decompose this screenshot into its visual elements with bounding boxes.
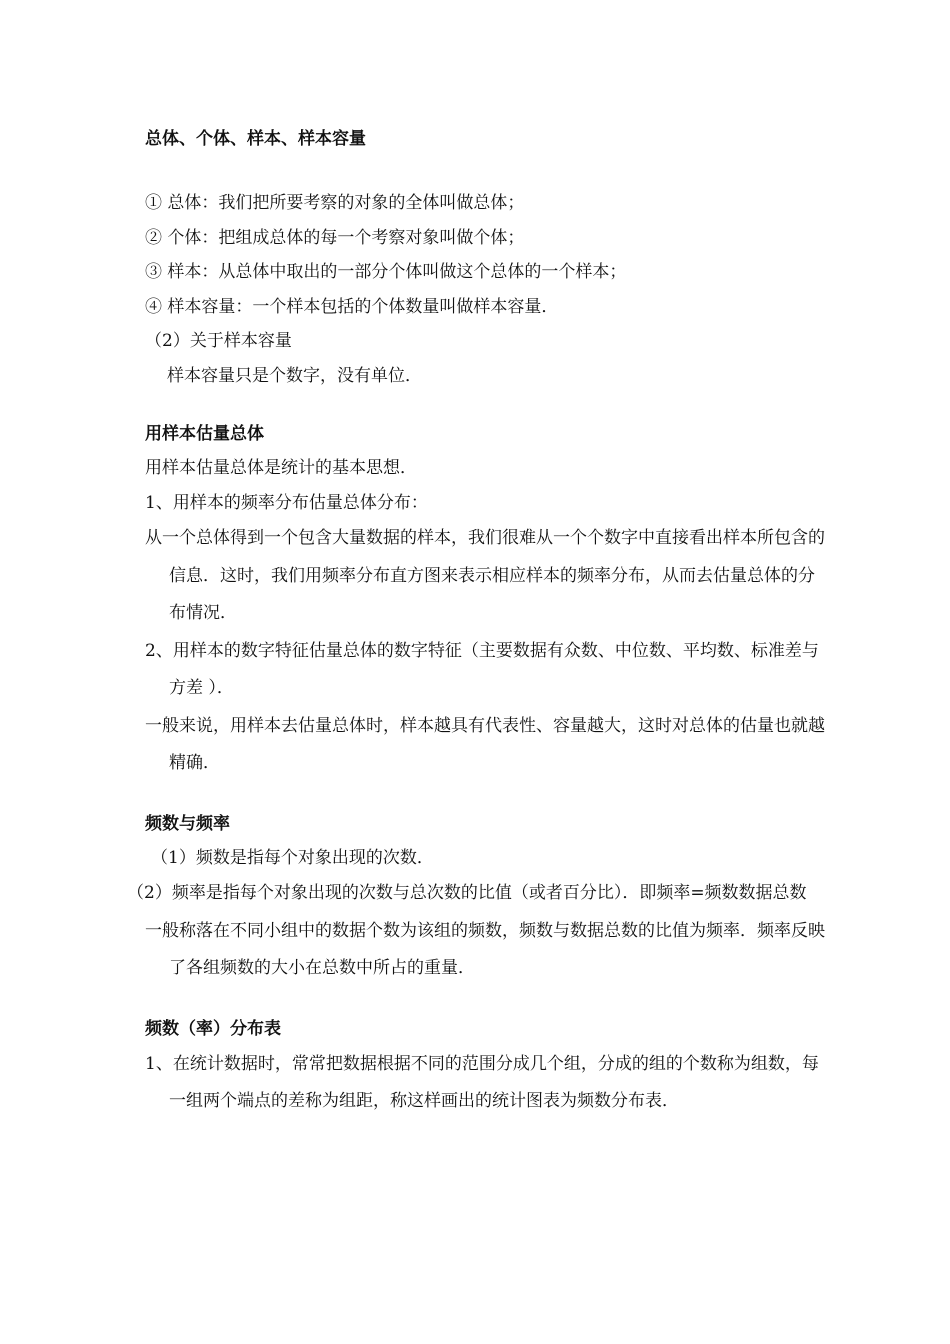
sample-size-subtitle: （2）关于样本容量 [145, 331, 292, 351]
frequency-definition-count: （1）频数是指每个对象出现的次数． [151, 847, 434, 868]
definition-individual: ② 个体：把组成总体的每一个考察对象叫做个体； [145, 227, 525, 248]
definition-sample: ③ 样本：从总体中取出的一部分个体叫做这个总体的一个样本； [145, 262, 627, 282]
sample-size-note: 样本容量只是个数字，没有单位． [167, 365, 422, 386]
section-heading-estimation: 用样本估量总体 [145, 424, 264, 444]
section-heading-distribution-table: 频数（率）分布表 [145, 1018, 281, 1039]
distribution-table-point-1: 1、在统计数据时，常常把数据根据不同的范围分成几个组，分成的组的个数称为组数，每一组两个端点的差称为组距，称这样画出的统计图表为频数分布表． [145, 1053, 819, 1111]
definition-sample-size: ④ 样本容量：一个样本包括的个体数量叫做样本容量． [145, 296, 559, 317]
frequency-explanation: 一般称落在不同小组中的数据个数为该组的频数，频数与数据总数的比值为频率．频率反映了各组频数的大小在总数中所占的重量． [145, 920, 825, 978]
section-heading-population: 总体、个体、样本、样本容量 [145, 129, 366, 149]
definition-population: ① 总体：我们把所要考察的对象的全体叫做总体； [145, 193, 525, 213]
document-content [127, 122, 825, 1121]
estimation-point-1-title: 1、用样本的频率分布估量总体分布： [145, 492, 428, 513]
section-heading-frequency: 频数与频率 [145, 813, 230, 834]
estimation-conclusion: 一般来说，用样本去估量总体时，样本越具有代表性、容量越大，这时对总体的估量也就越精确． [145, 715, 825, 773]
estimation-point-1-text: 从一个总体得到一个包含大量数据的样本，我们很难从一个个数字中直接看出样本所包含的信息．这时，我们用频率分布直方图来表示相应样本的频率分布，从而去估量总体的分布情况． [145, 528, 825, 623]
frequency-definition-rate: （2）频率是指每个对象出现的次数与总次数的比值（或者百分比）．即频率=频数数据总数 [127, 883, 807, 903]
estimation-point-2-text: 2、用样本的数字特征估量总体的数字特征（主要数据有众数、中位数、平均数、标准差与方差 ）． [145, 640, 819, 698]
estimation-intro: 用样本估量总体是统计的基本思想． [145, 458, 417, 478]
